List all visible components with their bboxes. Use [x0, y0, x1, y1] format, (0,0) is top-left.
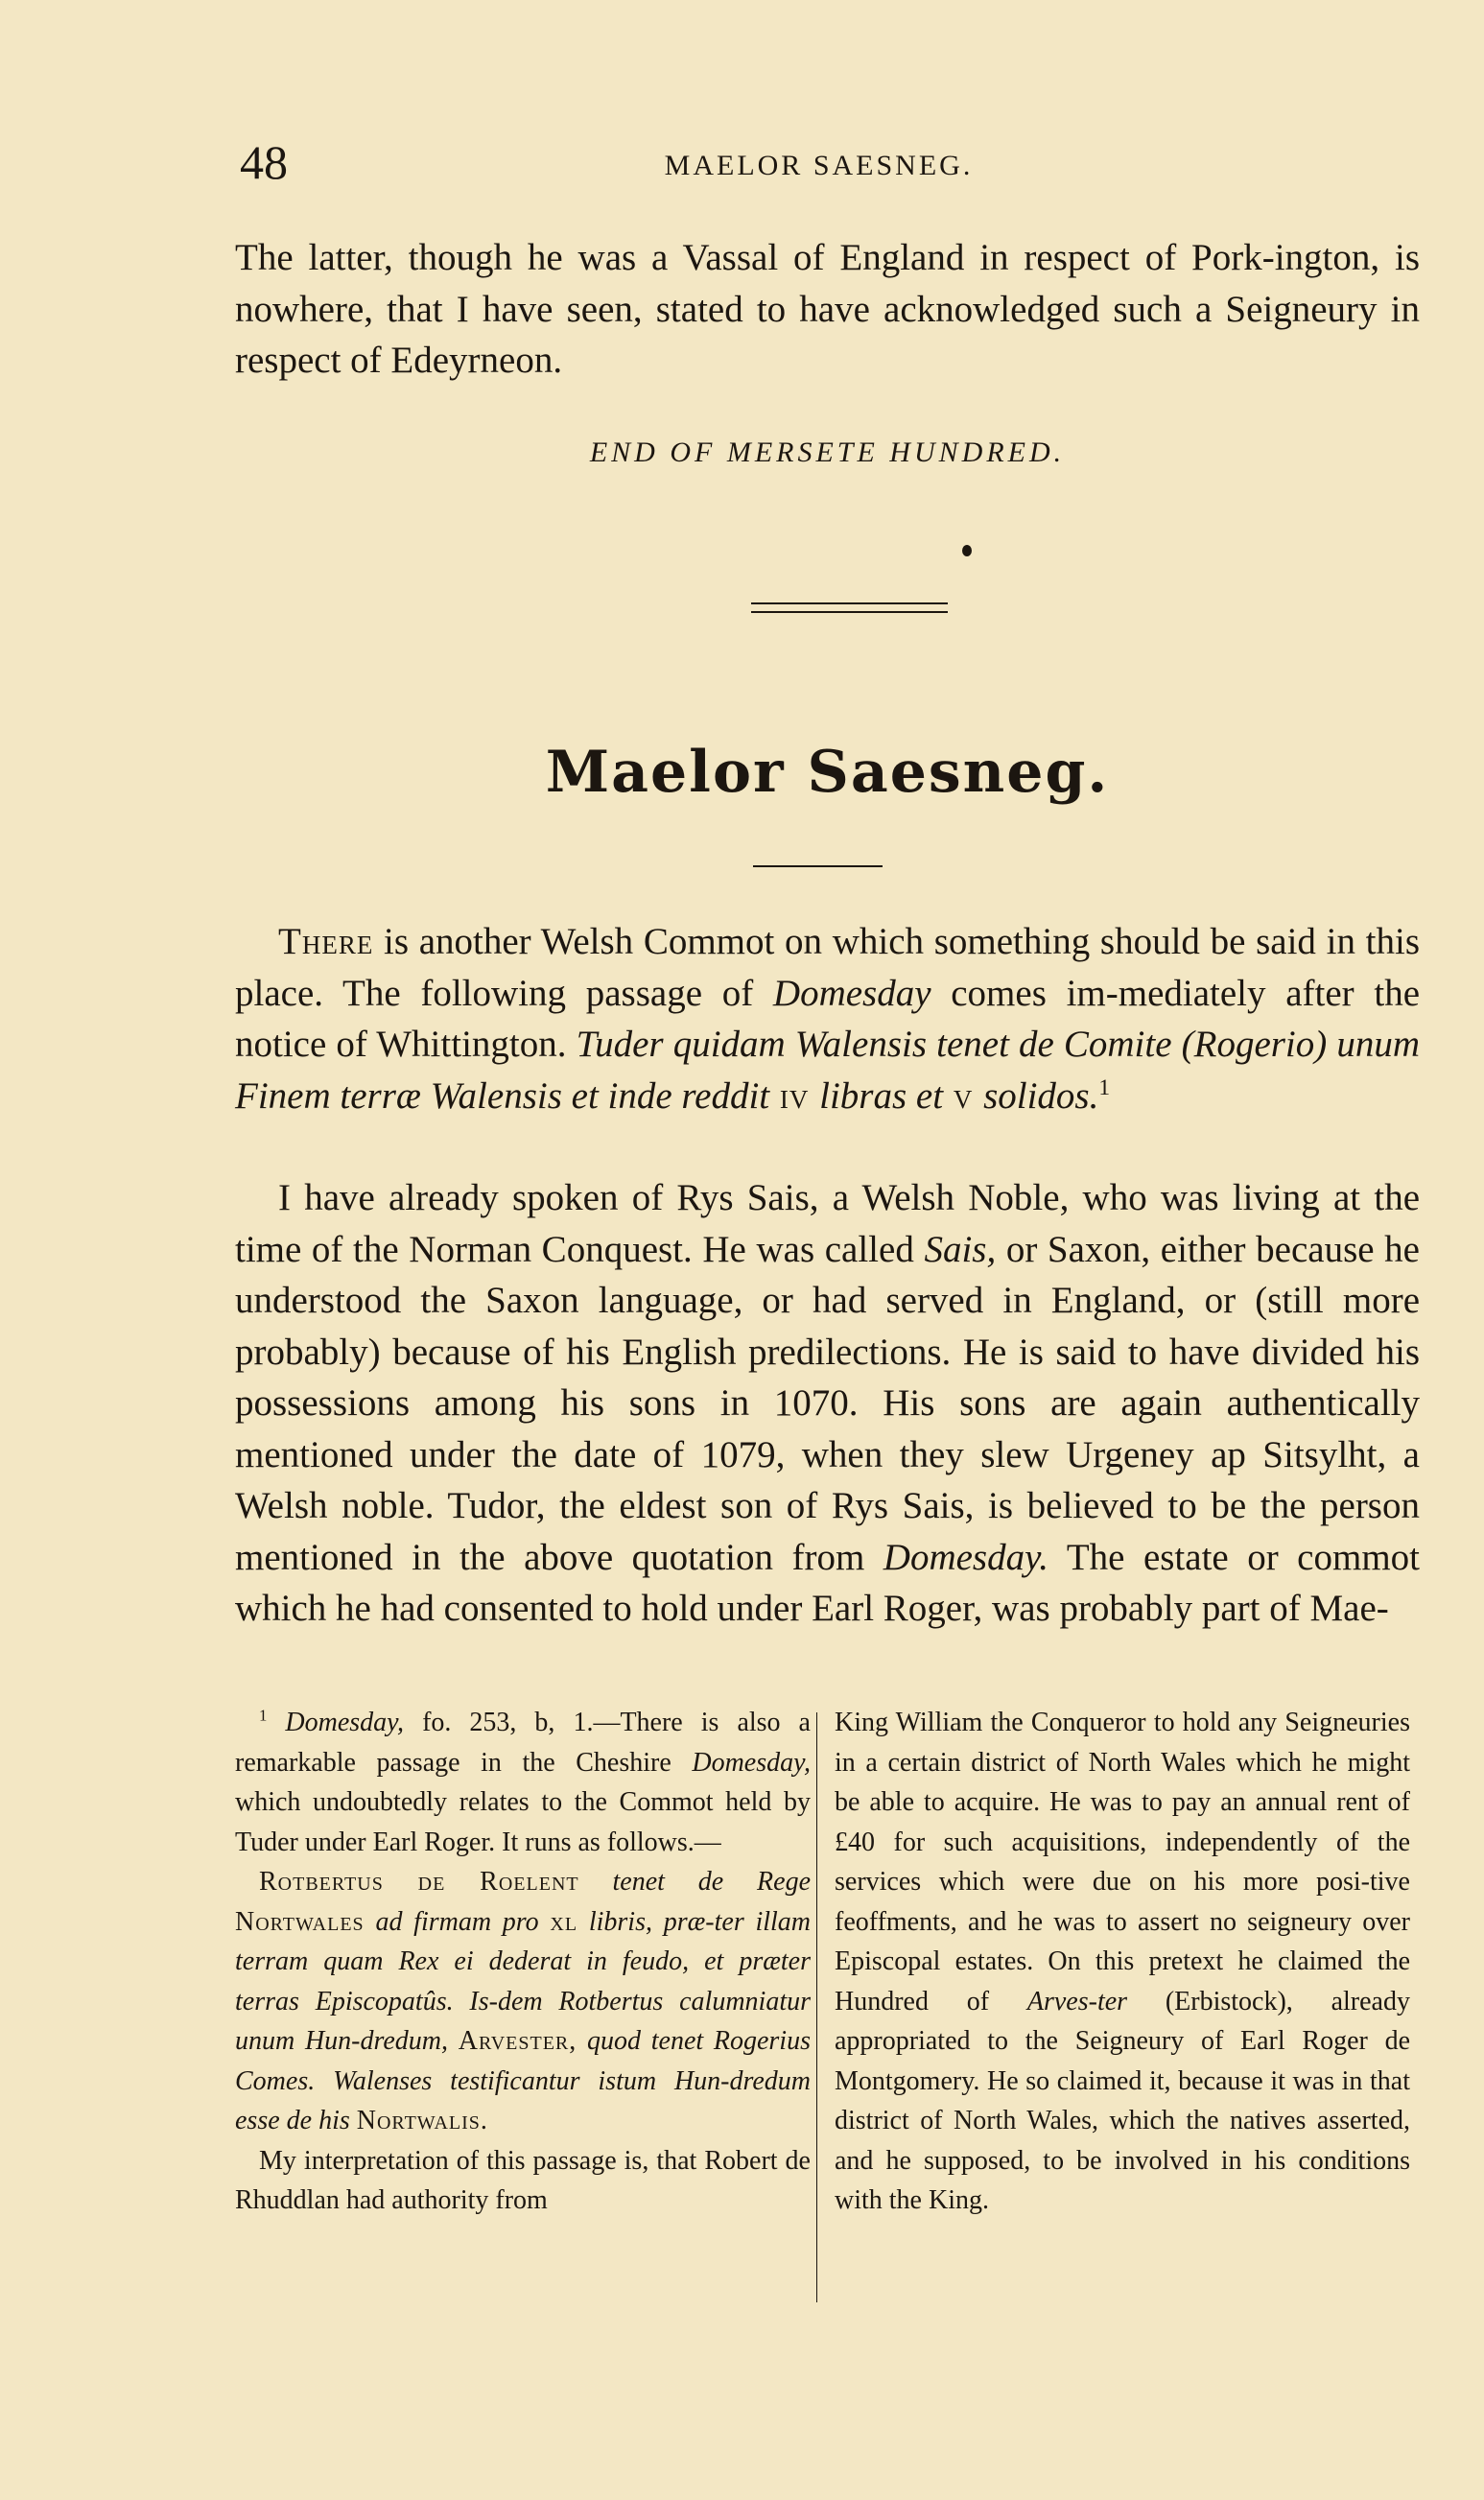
footnote-number: 1: [259, 1706, 268, 1725]
footnote-continuation: King William the Conqueror to hold any Seigneuries in a certain district of North Wales which he might be able to acquire. He was to pay an annual rent of £40 for such acquisitions, independently of the services which were due on his more posi-tive feoffments, and he was to assert no seigneury over Episcopal estates. On this pretext he claimed the Hundred of Arves-ter (Erbistock), already appropriated to the Seigneury of Earl Roger de Montgomery. He so claimed it, because it was in that district of North Wales, which the natives asserted, and he supposed, to be involved in his conditions with the King.: [835, 1708, 1410, 2215]
footnote-column-divider: [816, 1712, 817, 2302]
lead-word: There: [278, 921, 374, 962]
footnote-1: $^1$ Domesday, fo. 253, b, 1.—There is also a remarkable passage in the Cheshire Domesday, which undoubtedly relates to the Commot held by Tuder under Earl Roger. It runs as follows.—: [235, 1706, 811, 1857]
section-title: Maelor Saesneg.: [545, 739, 1110, 806]
page-header: [240, 134, 1398, 192]
footnote-left-column: [235, 1703, 811, 2221]
paragraph-rys-sais: I have already spoken of Rys Sais, a Welsh Noble, who was living at the time of the Norman Conquest. He was called Sais, or Saxon, either because he understood the Saxon language, or had served in England, or (still more probably) because of his English predilections. He is said to have divided his possessions among his sons in 1070. His sons are again authentically mentioned under the date of 1079, when they slew Urgeney ap Sitsylht, a Welsh noble. Tudor, the eldest son of Rys Sais, is believed to be the person mentioned in the above quotation from Domesday. The estate or commot which he had consented to hold under Earl Roger, was probably part of Mae-: [235, 1177, 1420, 1629]
paragraph-porkington: The latter, though he was a Vassal of England in respect of Pork-ington, is nowhere, that I have seen, stated to have acknowledged such a Seigneury in respect of Edeyrneon.: [235, 237, 1420, 381]
domesday-quotation: Rotbertus de Roelent tenet de Rege Nortwales ad firmam pro xl libris, præ-ter illam terram quam Rex ei dederat in feudo, et præter terras Episcopatûs. Is-dem Rotbertus calumniatur unum Hun-dredum, Arvester, quod tenet Rogerius Comes. Walenses testificantur istum Hun-dredum esse de his Nortwalis.: [235, 1867, 812, 2135]
domesday-ref: Domesday.: [883, 1536, 1049, 1578]
latin-quotation: Tuder quidam Walensis tenet de Comite (Rogerio) unum Finem terræ Walensis et inde reddit: [235, 1024, 1421, 1117]
ornament-dot: [962, 545, 972, 556]
paragraph-welsh-commot: There is another Welsh Commot on which something should be said in this place. The following passage of Domesday comes im-mediately after the notice of Whittington. Tuder quidam Walensis tenet de Comite (Rogerio) unum Finem terræ Walensis et inde reddit iv libras et v solidos.$^1$: [235, 921, 1421, 1117]
end-of-hundred-line: END OF MERSETE HUNDRED.: [589, 436, 1066, 468]
double-rule-bottom: [751, 611, 948, 613]
footnote-ref: 1: [1098, 1074, 1111, 1100]
footnote-right-column: [835, 1703, 1410, 2221]
interpretation: My interpretation of this passage is, that Robert de Rhuddlan had authority from: [235, 2145, 811, 2215]
page-number: 48: [240, 135, 288, 189]
running-head: MAELOR SAESNEG.: [664, 150, 974, 181]
title-rule: [753, 865, 883, 867]
double-rule-top: [751, 602, 948, 604]
domesday-ref: Domesday: [772, 972, 931, 1014]
